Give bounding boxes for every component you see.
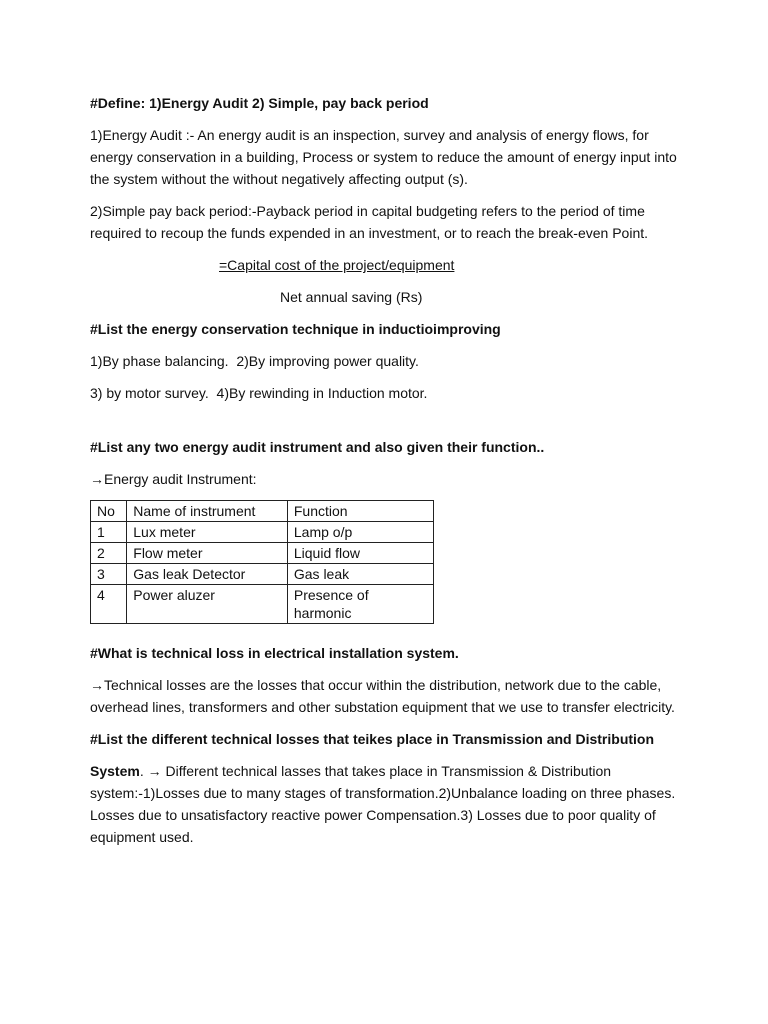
formula-numerator-text: =Capital cost of the project/equipment — [219, 257, 455, 273]
table-cell: Gas leak — [287, 564, 433, 585]
instrument-table — [90, 500, 434, 624]
table-cell: 1 — [91, 522, 127, 543]
table-row — [91, 585, 434, 624]
document-page — [90, 92, 690, 858]
table-cell: Gas leak Detector — [127, 564, 288, 585]
table-header-cell: No — [91, 501, 127, 522]
table-cell: 4 — [91, 585, 127, 624]
instrument-heading: #List any two energy audit instrument and also given their function.. — [90, 439, 545, 455]
formula-denominator: Net annual saving (Rs) — [280, 289, 423, 305]
conservation-line-2: 3) by motor survey. 4)By rewinding in Induction motor. — [90, 385, 428, 401]
td-losses-heading: #List the different technical losses that teikes place in Transmission and Distribution — [90, 731, 655, 747]
payback-period-paragraph: 2)Simple pay back period:-Payback period in capital budgeting refers to the period of time required to recoup the funds expended in an investment, or to reach the break-even Point. — [90, 203, 649, 241]
table-header-cell: Name of instrument — [127, 501, 288, 522]
table-cell: Lamp o/p — [287, 522, 433, 543]
td-losses-paragraph — [90, 760, 690, 848]
conservation-heading: #List the energy conservation technique in inductioimproving — [90, 321, 501, 337]
table-cell: 3 — [91, 564, 127, 585]
table-cell: Presence of harmonic — [287, 585, 433, 624]
formula-numerator — [213, 254, 690, 276]
energy-audit-paragraph: 1)Energy Audit :- An energy audit is an inspection, survey and analysis of energy flows, for energy conservation in a building, Process or system to reduce the amount of energy input into the system without the without negatively affecting output (s). — [90, 127, 677, 187]
table-header-row — [91, 501, 434, 522]
conservation-line-1: 1)By phase balancing. 2)By improving power quality. — [90, 353, 419, 369]
instrument-intro: →Energy audit Instrument: — [90, 471, 257, 487]
technical-loss-heading: #What is technical loss in electrical installation system. — [90, 645, 459, 661]
table-row — [91, 522, 434, 543]
table-header-cell: Function — [287, 501, 433, 522]
define-heading: #Define: 1)Energy Audit 2) Simple, pay back period — [90, 95, 429, 111]
table-cell: Liquid flow — [287, 543, 433, 564]
table-cell: Lux meter — [127, 522, 288, 543]
table-row — [91, 543, 434, 564]
td-losses-text: . → Different technical lasses that takes place in Transmission & Distribution system:-1)Losses due to many stages of transformation.2)Unbalance loading on three phases. Losses due to unsatisfactory reactive power Compensation.3) Losses due to poor quality of equipment used. — [90, 763, 676, 845]
table-cell: Flow meter — [127, 543, 288, 564]
table-cell: Power aluzer — [127, 585, 288, 624]
td-losses-bold-label: System — [90, 763, 140, 779]
table-cell: 2 — [91, 543, 127, 564]
technical-loss-paragraph: →Technical losses are the losses that occur within the distribution, network due to the cable, overhead lines, transformers and other substation equipment that we use to transfer electricity. — [90, 677, 675, 715]
spacer — [90, 414, 690, 436]
table-row — [91, 564, 434, 585]
